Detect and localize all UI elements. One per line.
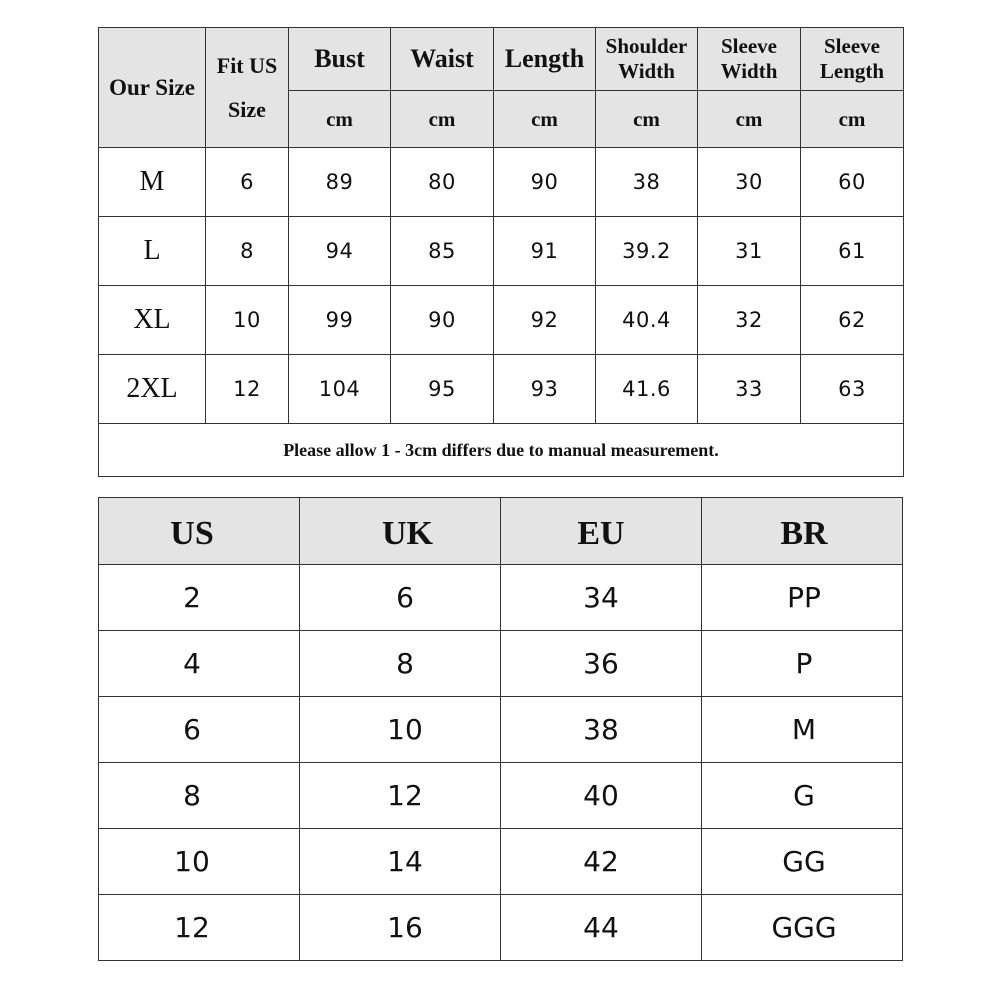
fit-us-value: 12 [206, 355, 289, 424]
sleeve-width-value: 30 [698, 148, 801, 217]
br-value: M [702, 697, 903, 763]
br-value: GG [702, 829, 903, 895]
uk-value: 10 [300, 697, 501, 763]
unit-shoulder: cm [596, 91, 698, 148]
us-value: 2 [99, 565, 300, 631]
shoulder-value: 41.6 [596, 355, 698, 424]
uk-value: 8 [300, 631, 501, 697]
header-shoulder-line2: Width [618, 59, 675, 83]
header-fit-us-size [206, 28, 289, 148]
header-sleeve-width [698, 28, 801, 91]
size-label: M [99, 148, 206, 217]
table-row [99, 565, 903, 631]
unit-sleeve-length: cm [801, 91, 904, 148]
table-row [99, 895, 903, 961]
waist-value: 80 [391, 148, 494, 217]
header-sleeve-width-line2: Width [720, 59, 778, 83]
header-sleeve-width-line1: Sleeve [721, 34, 777, 58]
table-row [99, 217, 904, 286]
br-value: P [702, 631, 903, 697]
table-row [99, 355, 904, 424]
sleeve-length-value: 63 [801, 355, 904, 424]
table-row [99, 763, 903, 829]
header-sleeve-length [801, 28, 904, 91]
shoulder-value: 38 [596, 148, 698, 217]
us-value: 6 [99, 697, 300, 763]
header-fit-us-line1: Fit US [216, 52, 278, 78]
bust-value: 89 [289, 148, 391, 217]
header-sleeve-length-line2: Length [819, 59, 885, 83]
eu-value: 44 [501, 895, 702, 961]
bust-value: 99 [289, 286, 391, 355]
header-length: Length [494, 28, 596, 91]
uk-value: 14 [300, 829, 501, 895]
measurement-note: Please allow 1 - 3cm differs due to manual measurement. [99, 424, 904, 477]
fit-us-value: 10 [206, 286, 289, 355]
shoulder-value: 40.4 [596, 286, 698, 355]
waist-value: 90 [391, 286, 494, 355]
bust-value: 104 [289, 355, 391, 424]
header-br: BR [702, 498, 903, 565]
length-value: 92 [494, 286, 596, 355]
sleeve-width-value: 32 [698, 286, 801, 355]
br-value: PP [702, 565, 903, 631]
sleeve-length-value: 62 [801, 286, 904, 355]
sleeve-length-value: 61 [801, 217, 904, 286]
table-row [99, 148, 904, 217]
bust-value: 94 [289, 217, 391, 286]
eu-value: 36 [501, 631, 702, 697]
waist-value: 95 [391, 355, 494, 424]
sleeve-width-value: 31 [698, 217, 801, 286]
length-value: 91 [494, 217, 596, 286]
eu-value: 40 [501, 763, 702, 829]
eu-value: 38 [501, 697, 702, 763]
length-value: 93 [494, 355, 596, 424]
unit-length: cm [494, 91, 596, 148]
table-row [99, 829, 903, 895]
size-label: XL [99, 286, 206, 355]
us-value: 8 [99, 763, 300, 829]
header-shoulder-line1: Shoulder [605, 34, 688, 58]
header-bust: Bust [289, 28, 391, 91]
fit-us-value: 6 [206, 148, 289, 217]
length-value: 90 [494, 148, 596, 217]
uk-value: 12 [300, 763, 501, 829]
eu-value: 42 [501, 829, 702, 895]
us-value: 10 [99, 829, 300, 895]
sleeve-length-value: 60 [801, 148, 904, 217]
unit-bust: cm [289, 91, 391, 148]
fit-us-value: 8 [206, 217, 289, 286]
header-shoulder-width [596, 28, 698, 91]
header-waist: Waist [391, 28, 494, 91]
table-row [99, 631, 903, 697]
eu-value: 34 [501, 565, 702, 631]
us-value: 12 [99, 895, 300, 961]
waist-value: 85 [391, 217, 494, 286]
header-eu: EU [501, 498, 702, 565]
header-us: US [99, 498, 300, 565]
table-row [99, 286, 904, 355]
size-chart-table [98, 27, 904, 477]
header-fit-us-line2: Size [228, 96, 266, 122]
us-value: 4 [99, 631, 300, 697]
header-row [99, 498, 903, 565]
size-conversion-table [98, 497, 903, 961]
header-uk: UK [300, 498, 501, 565]
shoulder-value: 39.2 [596, 217, 698, 286]
header-our-size: Our Size [99, 28, 206, 148]
br-value: G [702, 763, 903, 829]
unit-waist: cm [391, 91, 494, 148]
uk-value: 16 [300, 895, 501, 961]
size-label: L [99, 217, 206, 286]
br-value: GGG [702, 895, 903, 961]
sleeve-width-value: 33 [698, 355, 801, 424]
uk-value: 6 [300, 565, 501, 631]
size-label: 2XL [99, 355, 206, 424]
unit-sleeve-width: cm [698, 91, 801, 148]
table-row [99, 697, 903, 763]
header-sleeve-length-line1: Sleeve [824, 34, 880, 58]
